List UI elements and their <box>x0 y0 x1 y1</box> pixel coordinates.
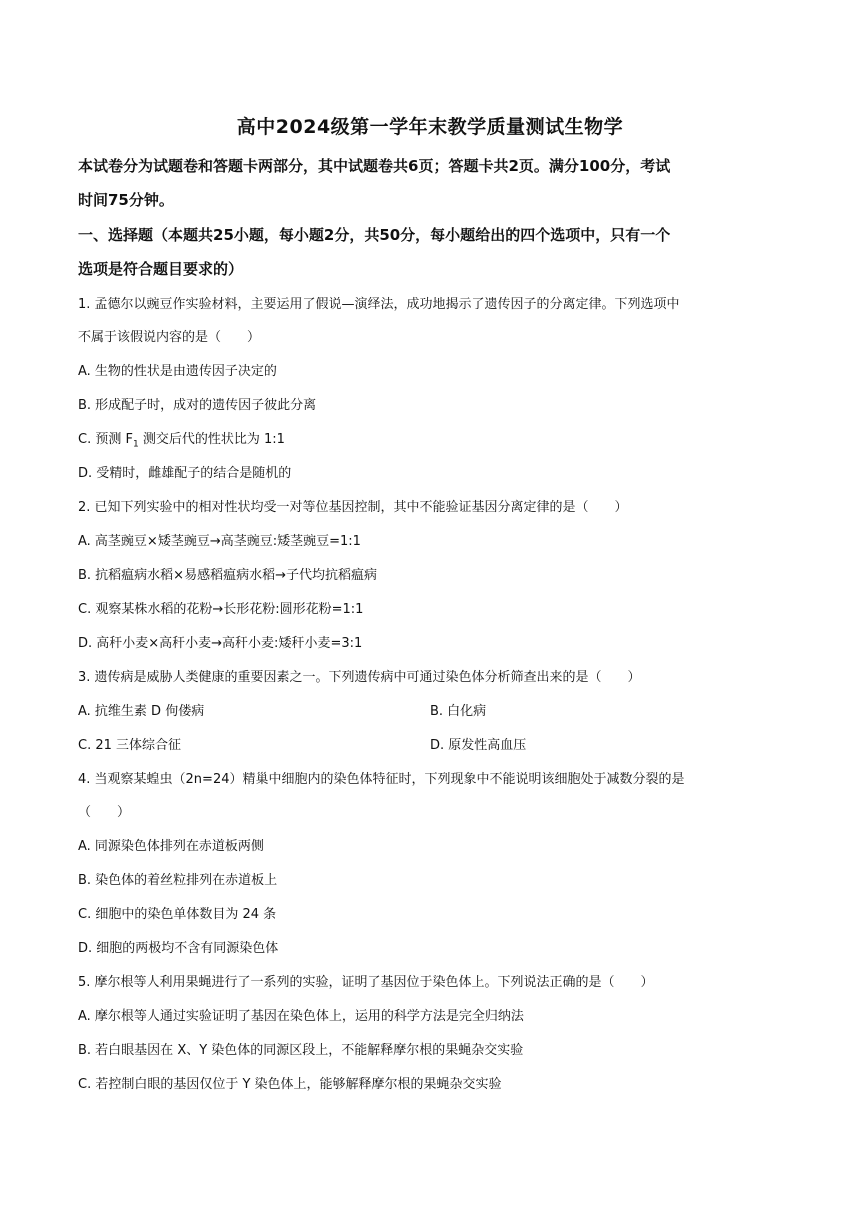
q5-stem-line-1: 5. 摩尔根等人利用果蝇进行了一系列的实验，证明了基因位于染色体上。下列说法正确的是（ ） <box>78 975 654 990</box>
q1-option-c-pre: C. 预测 F <box>78 432 133 447</box>
q4-stem-line-2: （ ） <box>78 805 131 820</box>
q2-option-d: D. 高秆小麦×高秆小麦→高秆小麦:矮秆小麦=3:1 <box>78 636 363 651</box>
q3-option-d: D. 原发性高血压 <box>430 738 527 753</box>
q1-option-a: A. 生物的性状是由遗传因子决定的 <box>78 364 277 379</box>
q1-option-c-sub: 1 <box>132 439 139 450</box>
q1-option-c <box>78 428 285 450</box>
q1-stem-line-2: 不属于该假说内容的是（ ） <box>78 330 261 345</box>
q3-stem-line-1: 3. 遗传病是威胁人类健康的重要因素之一。下列遗传病中可通过染色体分析筛查出来的是（ ） <box>78 670 641 685</box>
page-title: 高中2024级第一学年末教学质量测试生物学 <box>236 116 624 138</box>
intro-line-1: 本试卷分为试题卷和答题卡两部分，其中试题卷共6页；答题卡共2页。满分100分，考试 <box>78 157 671 175</box>
q2-option-b: B. 抗稻瘟病水稻×易感稻瘟病水稻→子代均抗稻瘟病 <box>78 568 377 583</box>
q2-stem-line-1: 2. 已知下列实验中的相对性状均受一对等位基因控制，其中不能验证基因分离定律的是（ ） <box>78 500 628 515</box>
q4-stem-line-1: 4. 当观察某蝗虫（2n=24）精巢中细胞内的染色体特征时，下列现象中不能说明该细胞处于减数分裂的是 <box>78 772 685 787</box>
section-heading-line-2: 选项是符合题目要求的） <box>78 260 244 278</box>
q4-option-c: C. 细胞中的染色单体数目为 24 条 <box>78 907 277 922</box>
q3-option-c: C. 21 三体综合征 <box>78 738 182 753</box>
q5-option-c: C. 若控制白眼的基因仅位于 Y 染色体上，能够解释摩尔根的果蝇杂交实验 <box>78 1077 502 1092</box>
q4-option-b: B. 染色体的着丝粒排列在赤道板上 <box>78 873 278 888</box>
q4-option-a: A. 同源染色体排列在赤道板两侧 <box>78 839 264 854</box>
q3-option-a: A. 抗维生素 D 佝偻病 <box>78 704 205 719</box>
q2-option-c: C. 观察某株水稻的花粉→长形花粉:圆形花粉=1:1 <box>78 602 364 617</box>
q1-stem-line-1: 1. 孟德尔以豌豆作实验材料，主要运用了假说—演绎法，成功地揭示了遗传因子的分离定律。下列选项中 <box>78 297 680 312</box>
q2-option-a: A. 高茎豌豆×矮茎豌豆→高茎豌豆:矮茎豌豆=1:1 <box>78 534 361 549</box>
q5-option-a: A. 摩尔根等人通过实验证明了基因在染色体上，运用的科学方法是完全归纳法 <box>78 1009 524 1024</box>
q1-option-c-post: 测交后代的性状比为 1:1 <box>138 432 285 447</box>
intro-line-2: 时间75分钟。 <box>78 191 174 209</box>
section-heading-line-1: 一、选择题（本题共25小题，每小题2分，共50分，每小题给出的四个选项中，只有一个 <box>78 226 671 244</box>
q1-option-b: B. 形成配子时，成对的遗传因子彼此分离 <box>78 398 317 413</box>
q5-option-b: B. 若白眼基因在 X、Y 染色体的同源区段上，不能解释摩尔根的果蝇杂交实验 <box>78 1043 524 1058</box>
q4-option-d: D. 细胞的两极均不含有同源染色体 <box>78 941 279 956</box>
q1-option-d: D. 受精时，雌雄配子的结合是随机的 <box>78 466 292 481</box>
q3-option-b: B. 白化病 <box>430 704 487 719</box>
